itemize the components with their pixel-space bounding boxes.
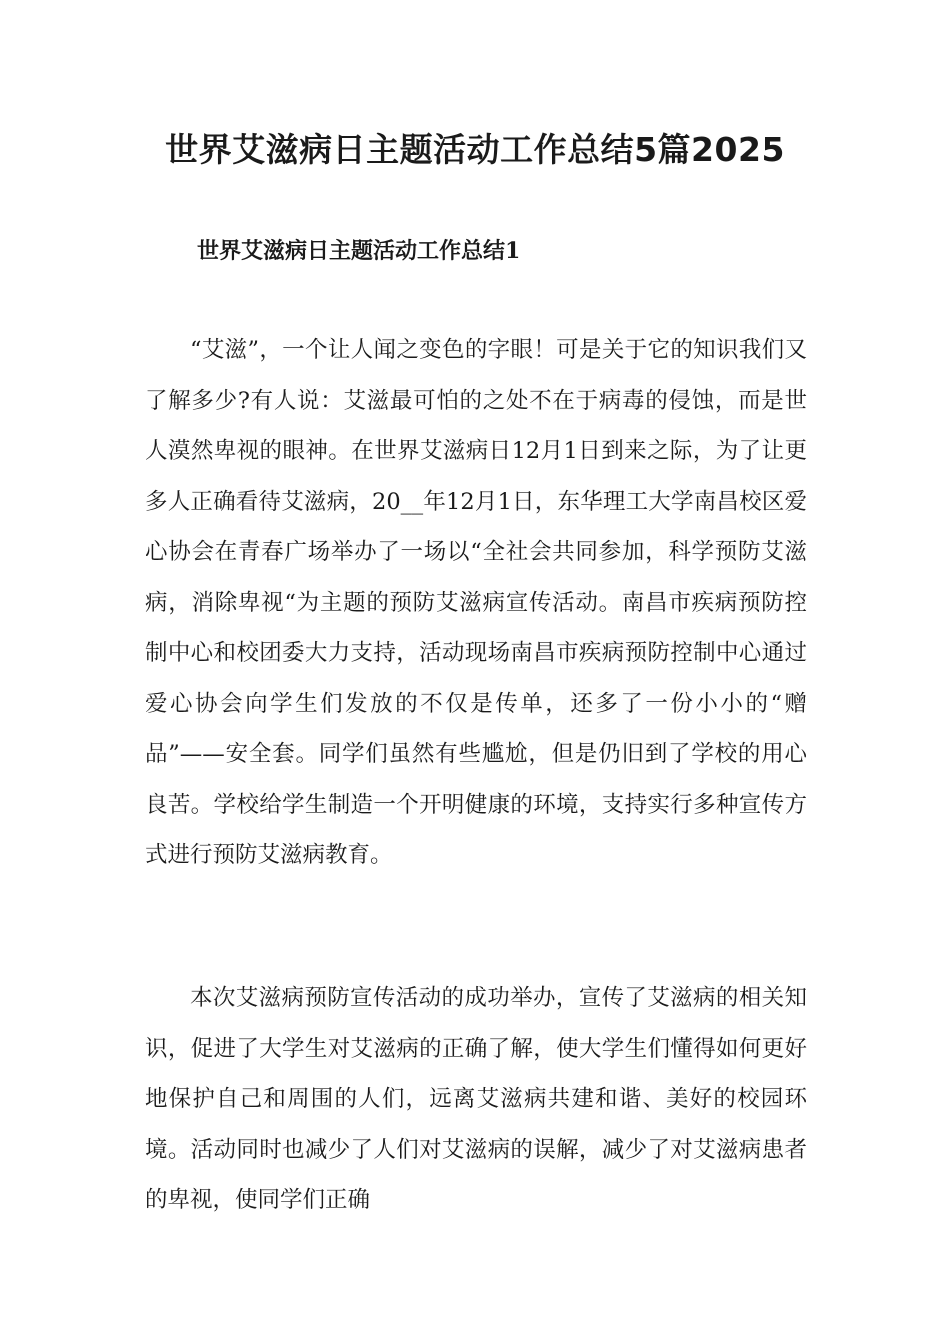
body-paragraph-1: “艾滋”，一个让人闻之变色的字眼！可是关于它的知识我们又了解多少?有人说：艾滋最可怕的之处不在于病毒的侵蚀，而是世人漠然卑视的眼神。在世界艾滋病日12月1日到来之际，为了让更多人正确看待艾滋病，20__年12月1日，东华理工大学南昌校区爱心协会在青春广场举办了一场以“全社会共同参加，科学预防艾滋病，消除卑视“为主题的预防艾滋病宣传活动。南昌市疾病预防控制中心和校团委大力支持，活动现场南昌市疾病预防控制中心通过爱心协会向学生们发放的不仅是传单，还多了一份小小的“赠品”——安全套。同学们虽然有些尴尬，但是仍旧到了学校的用心良苦。学校给学生制造一个开明健康的环境，支持实行多种宣传方式进行预防艾滋病教育。 — [145, 337, 807, 868]
section-heading: 世界艾滋病日主题活动工作总结1 — [197, 238, 521, 264]
document-title: 世界艾滋病日主题活动工作总结5篇2025 — [165, 130, 785, 169]
body-paragraph-2: 本次艾滋病预防宣传活动的成功举办，宣传了艾滋病的相关知识，促进了大学生对艾滋病的正确了解，使大学生们懂得如何更好地保护自己和周围的人们，远离艾滋病共建和谐、美好的校园环境。活动同时也减少了人们对艾滋病的误解，减少了对艾滋病患者的卑视，使同学们正确 — [145, 985, 807, 1213]
